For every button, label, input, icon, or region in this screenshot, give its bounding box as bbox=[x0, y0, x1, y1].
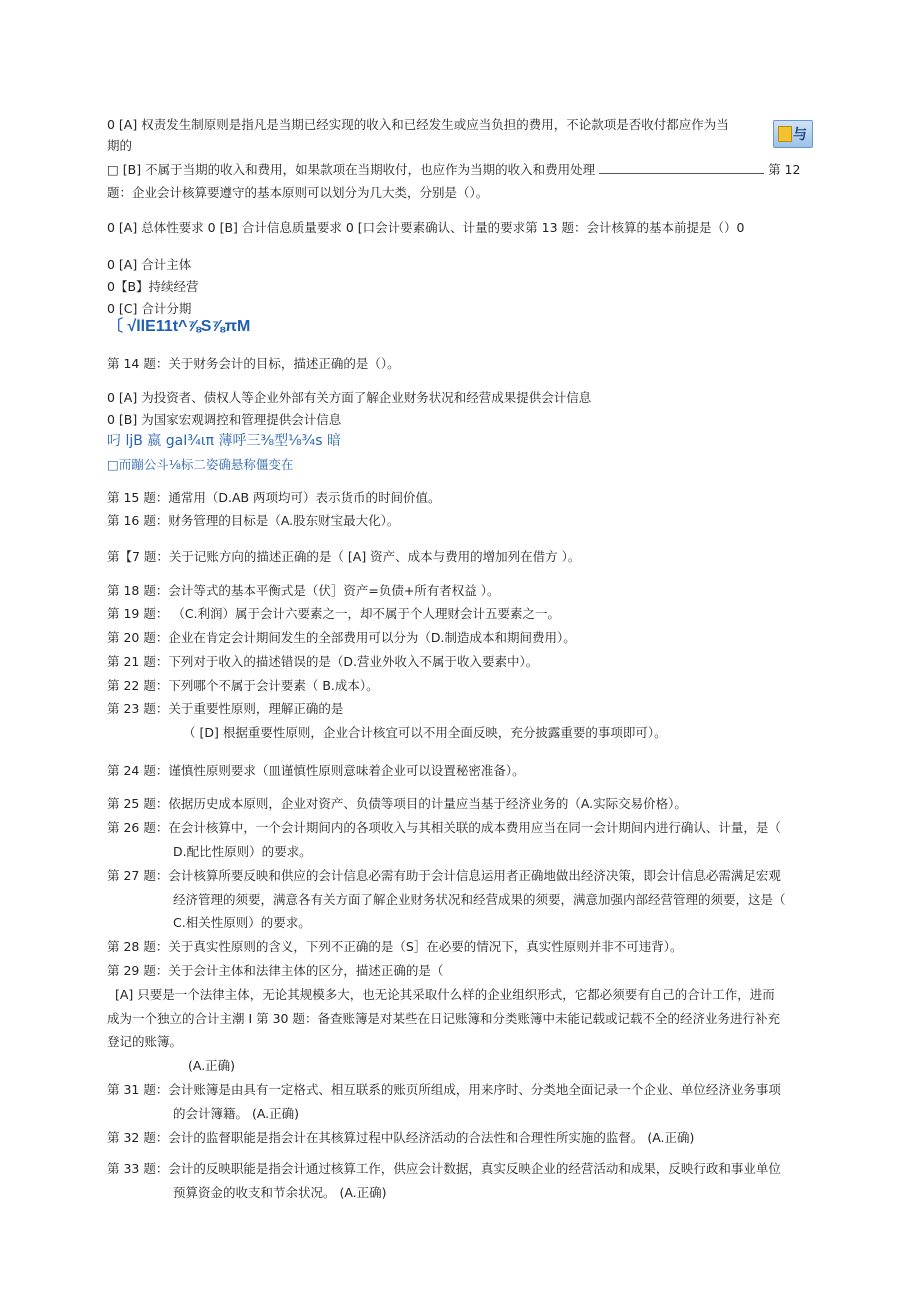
q23-question: 第 23 题：关于重要性原则，理解正确的是 bbox=[107, 701, 344, 716]
q31-line2: 的会计簿籍。 (A.正确) bbox=[173, 1106, 300, 1121]
widget-label: 与 bbox=[793, 127, 807, 143]
q27-line3: C.相关性原则）的要求。 bbox=[173, 915, 311, 930]
q14-question: 第 14 题：关于财务会计的目标，描述正确的是（）。 bbox=[107, 356, 400, 371]
q11-option-b bbox=[107, 161, 800, 179]
q15: 第 15 题：通常用（D.AB 两项均可）表示货币的时间价值。 bbox=[107, 490, 441, 505]
q24: 第 24 题：谨慎性原则要求（皿谨慎性原则意味着企业可以设置秘密准备）。 bbox=[107, 763, 525, 778]
q13-option-b: 0【B】持续经营 bbox=[107, 279, 199, 294]
garbled-option-2: 叼 ljB 嬴 gaI¾ιπ 薄呼三⅜型⅛¾s 暗 bbox=[107, 433, 341, 449]
q33-line2: 预算资金的收支和节余状况。 (A.正确) bbox=[173, 1185, 387, 1200]
answer-blank bbox=[599, 161, 764, 174]
q12-question: 题：企业会计核算要遵守的基本原则可以划分为几大类，分别是（）。 bbox=[107, 185, 489, 200]
sticky-note-widget[interactable] bbox=[773, 120, 813, 148]
q26-line1: 第 26 题：在会计核算中，一个会计期间内的各项收入与其相关联的成本费用应当在同一会计期间内进行确认、计量，是（ bbox=[107, 820, 781, 835]
q26-line2: D.配比性原则）的要求。 bbox=[173, 844, 312, 859]
q29-option-a-line2: 成为一个独立的合计主潮 I 第 30 题：备查账簿是对某些在日记账簿和分类账簿中未能记载或记载不全的经济业务进行补充 bbox=[107, 1011, 780, 1026]
q32: 第 32 题：会计的监督职能是指会计在其核算过程中队经济活动的合法性和合理性所实施的监督。 (A.正确) bbox=[107, 1130, 695, 1145]
q11-option-a-line2: 期的 bbox=[107, 138, 133, 153]
q16: 第 16 题：财务管理的目标是（A.股东财宝最大化）。 bbox=[107, 513, 400, 528]
q27-line2: 经济管理的须要，满意各有关方面了解企业财务状况和经营成果的须要，满意加强内部经营管理的须要，这是（ bbox=[173, 892, 786, 907]
q19: 第 19 题： （C.利润）属于会计六要素之一，却不属于个人理财会计五要素之一。 bbox=[107, 606, 561, 621]
q11-option-a-line1: 0 [A] 权责发生制原则是指凡是当期已经实现的收入和已经发生或应当负担的费用，不论款项是否收付都应作为当 bbox=[107, 117, 729, 132]
q33-line1: 第 33 题：会计的反映职能是指会计通过核算工作，供应会计数据，真实反映企业的经营活动和成果，反映行政和事业单位 bbox=[107, 1161, 781, 1176]
q11-option-b-text: □ [B] 不属于当期的收入和费用，如果款项在当期收付，也应作为当期的收入和费用处理 bbox=[107, 162, 596, 177]
q27-line1: 第 27 题：会计核算所要反映和供应的会计信息必需有助于会计信息运用者正确地做出经济决策，即会计信息必需满足宏观 bbox=[107, 868, 781, 883]
q20: 第 20 题：企业在肯定会计期间发生的全部费用可以分为（D.制造成本和期间费用）。 bbox=[107, 630, 576, 645]
garbled-option-1: 〔 √llE11t^⅞S⅞πM bbox=[107, 318, 251, 335]
q29-option-a-line1: [A] 只要是一个法律主体，无论其规模多大，也无论其采取什么样的企业组织形式，它都必须要有自己的合计工作，进而 bbox=[115, 987, 775, 1002]
q13-option-c: 0 [C] 合计分期 bbox=[107, 301, 192, 316]
q18: 第 18 题：会计等式的基本平衡式是（伏］资产=负债+所有者权益 ）。 bbox=[107, 583, 500, 598]
q12-options: 0 [A] 总体性要求 0 [B] 合计信息质量要求 0 [口会计要素确认、计量的要求第 13 题：会计核算的基本前提是（）0 bbox=[107, 220, 745, 235]
q17: 第【7 题：关于记账方向的描述正确的是（ [A] 资产、成本与费用的增加列在借方 ）。 bbox=[107, 549, 581, 564]
q14-option-b: 0 [B] 为国家宏观调控和管理提供会计信息 bbox=[107, 412, 342, 427]
sticky-note-icon bbox=[778, 126, 792, 142]
q29-option-a-line3: 登记的账簿。 bbox=[107, 1034, 183, 1049]
q23-answer: （ [D] 根据重要性原则，企业合计核宜可以不用全面反映，充分披露重要的事项即可）。 bbox=[183, 725, 667, 740]
q14-option-a: 0 [A] 为投资者、债权人等企业外部有关方面了解企业财务状况和经营成果提供会计信息 bbox=[107, 390, 592, 405]
q12-number: 第 12 bbox=[768, 162, 801, 177]
q13-option-a: 0 [A] 合计主体 bbox=[107, 257, 192, 272]
garbled-option-3: □而蹦公斗⅛标二姿确悬称僵变在 bbox=[107, 457, 294, 472]
q31-line1: 第 31 题：会计账簿是由具有一定格式、相互联系的账页所组成，用来序时、分类地全面记录一个企业、单位经济业务事项 bbox=[107, 1082, 781, 1097]
q22: 第 22 题：下列哪个不属于会计要素（ B.成本）。 bbox=[107, 678, 379, 693]
q29-question: 第 29 题：关于会计主体和法律主体的区分，描述正确的是（ bbox=[107, 963, 444, 978]
q30-answer: (A.正确) bbox=[188, 1058, 236, 1073]
q21: 第 21 题：下列对于收入的描述错误的是（D.营业外收入不属于收入要素中）。 bbox=[107, 654, 539, 669]
q25: 第 25 题：依据历史成本原则，企业对资产、负债等项目的计量应当基于经济业务的（A.实际交易价格）。 bbox=[107, 796, 687, 811]
q28: 第 28 题：关于真实性原则的含义，下列不正确的是（S］在必要的情况下，真实性原则并非不可违背）。 bbox=[107, 939, 683, 954]
